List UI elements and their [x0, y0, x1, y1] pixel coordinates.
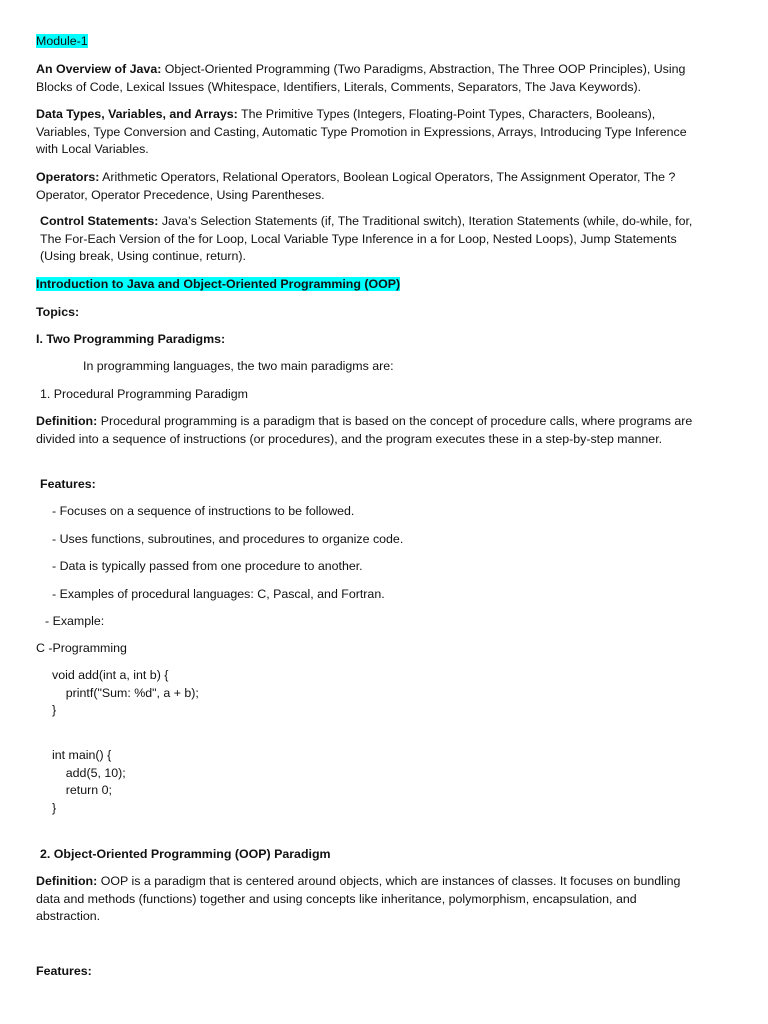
paradigms-intro: In programming languages, the two main paradigms are: — [83, 359, 394, 373]
datatypes-section — [36, 106, 700, 159]
procedural-feature-item: - Data is typically passed from one procedure to another. — [52, 559, 363, 573]
overview-section — [36, 61, 700, 96]
datatypes-label: Data Types, Variables, and Arrays: — [36, 107, 238, 121]
procedural-features-label — [40, 476, 704, 494]
oop-features-label — [36, 963, 700, 981]
overview-text: Object-Oriented Programming (Two Paradigms, Abstraction, The Three OOP Principles), Using Blocks of Code, Lexical Issues (Whitespace, Identifiers, Literals, Comments, Separators, The Java Keywords). — [36, 62, 686, 94]
language-label: C -Programming — [36, 641, 127, 655]
operators-section — [36, 169, 700, 204]
oop-heading — [40, 846, 704, 864]
module-heading — [36, 33, 700, 51]
procedural-heading: 1. Procedural Programming Paradigm — [40, 387, 248, 401]
code-block-main: int main() { add(5, 10); return 0; } — [52, 748, 126, 815]
topics-label — [36, 304, 700, 322]
procedural-definition-text: Procedural programming is a paradigm that is based on the concept of procedure calls, where programs are divided into a sequence of instructions (or procedures), and the program executes these in a step-by-step manner. — [36, 414, 693, 446]
operators-text: Arithmetic Operators, Relational Operators, Boolean Logical Operators, The Assignment Operator, The ? Operator, Operator Precedence, Using Parentheses. — [36, 170, 676, 202]
control-text: Java’s Selection Statements (if, The Traditional switch), Iteration Statements (while, do-while, for, The For-Each Version of the for Loop, Local Variable Type Inference in a for Loop, Nested Loops), Jump Statements (Using break, Using continue, return). — [40, 214, 693, 264]
procedural-feature-item: - Focuses on a sequence of instructions to be followed. — [52, 504, 355, 518]
code-block-add: void add(int a, int b) { printf("Sum: %d", a + b); } — [52, 668, 199, 718]
control-label: Control Statements: — [40, 214, 159, 228]
paradigms-heading-text: I. Two Programming Paradigms: — [36, 332, 226, 346]
module-heading-highlight: Module-1 — [36, 34, 88, 48]
oop-definition-text: OOP is a paradigm that is centered around objects, which are instances of classes. It focuses on bundling data and methods (functions) together and using concepts like inheritance, polymorphism, encapsulation, and abstraction. — [36, 874, 681, 924]
intro-heading — [36, 276, 700, 294]
procedural-feature-item: - Uses functions, subroutines, and procedures to organize code. — [52, 532, 404, 546]
procedural-feature-item: - Examples of procedural languages: C, Pascal, and Fortran. — [52, 587, 385, 601]
paradigms-heading — [36, 331, 700, 349]
topics-label-text: Topics: — [36, 305, 80, 319]
operators-label: Operators: — [36, 170, 100, 184]
oop-definition-label: Definition: — [36, 874, 98, 888]
overview-label: An Overview of Java: — [36, 62, 162, 76]
oop-heading-text: 2. Object-Oriented Programming (OOP) Paradigm — [40, 847, 331, 861]
intro-heading-highlight: Introduction to Java and Object-Oriented Programming (OOP) — [36, 277, 401, 291]
procedural-features-label-text: Features: — [40, 477, 96, 491]
control-section — [40, 213, 700, 266]
oop-definition — [36, 873, 700, 926]
datatypes-text: The Primitive Types (Integers, Floating-Point Types, Characters, Booleans), Variables, Type Conversion and Casting, Automatic Type Promotion in Expressions, Arrays, Introducing Type Inference with Local Variables. — [36, 107, 687, 157]
oop-features-label-text: Features: — [36, 964, 92, 978]
example-label: - Example: — [45, 614, 105, 628]
procedural-definition — [36, 413, 700, 448]
procedural-definition-label: Definition: — [36, 414, 98, 428]
